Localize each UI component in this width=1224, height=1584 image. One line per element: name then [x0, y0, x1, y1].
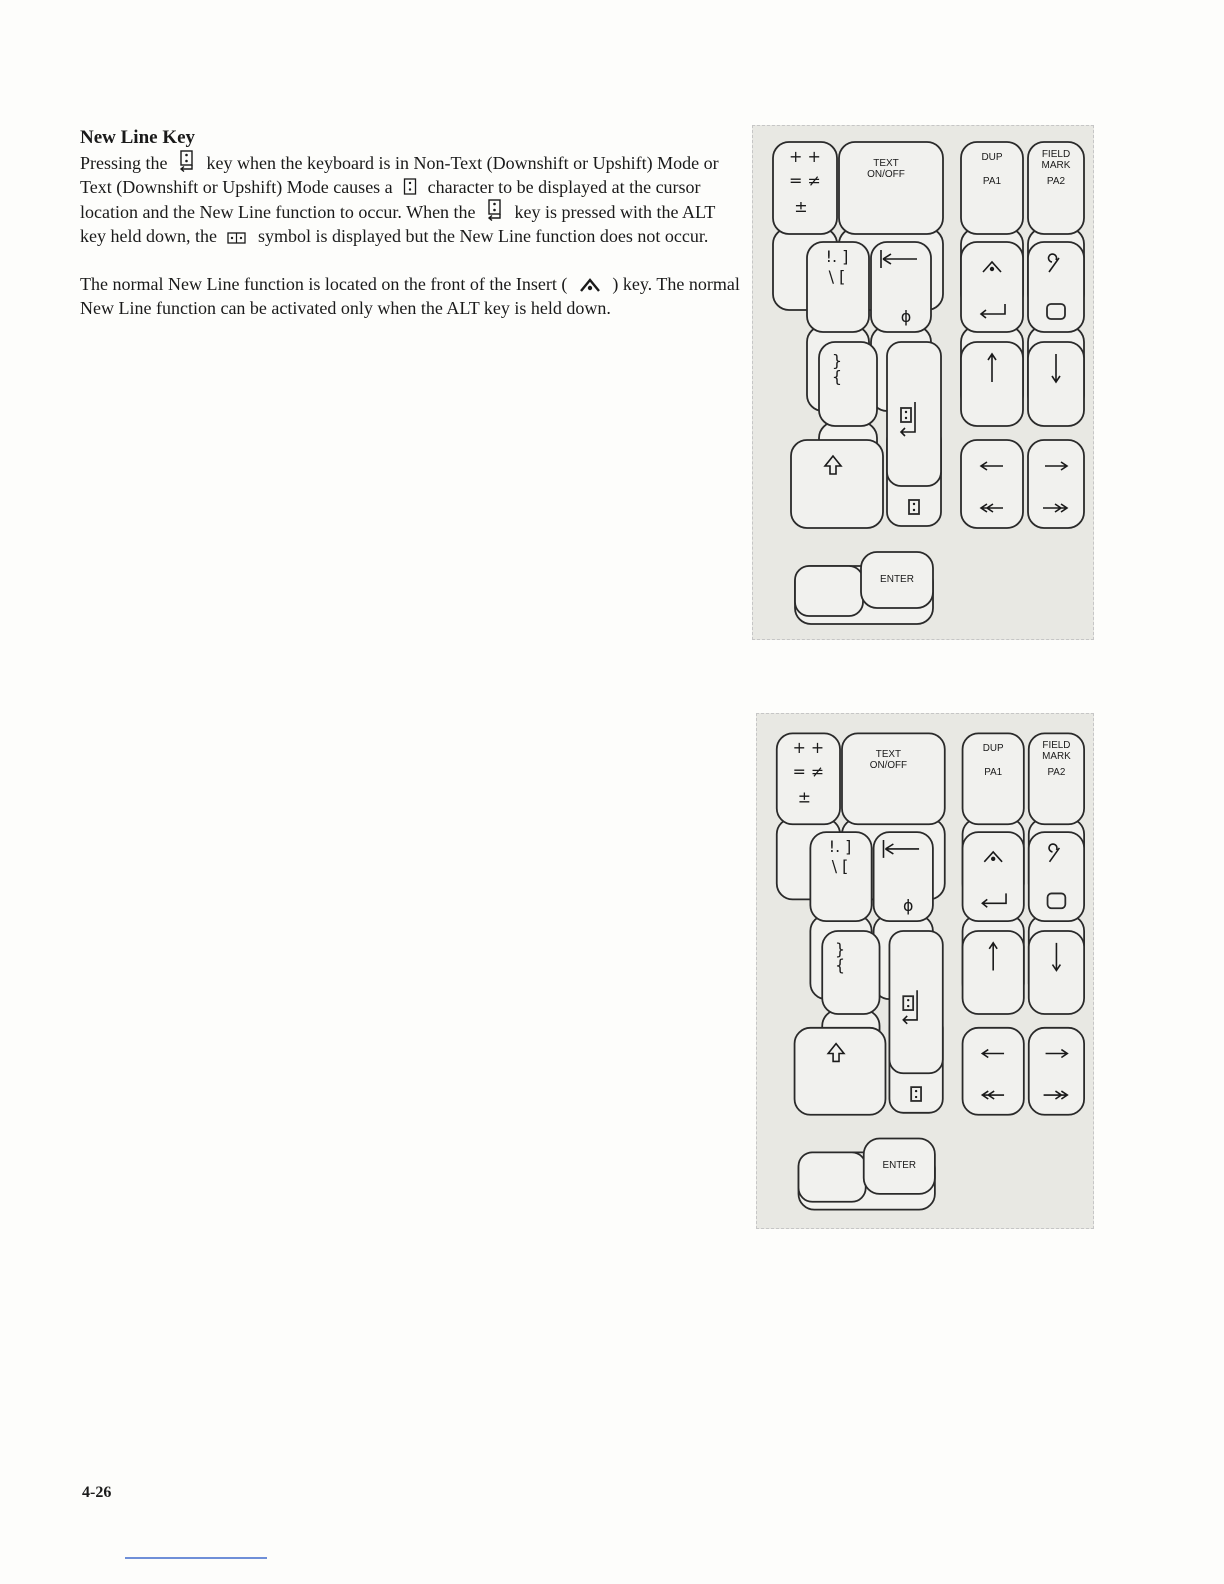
cursor-right-key — [1029, 1028, 1084, 1115]
new-line-key — [887, 342, 941, 526]
shift-key — [795, 1028, 886, 1115]
phi-label: ɸ — [900, 307, 912, 326]
reset-icon — [1048, 893, 1066, 908]
new-line-key-icon — [178, 150, 196, 172]
cursor-up-key — [961, 342, 1023, 426]
bracket-left-label: \ [ — [828, 267, 846, 286]
phi-label: ɸ — [902, 896, 914, 916]
alt-new-line-symbol-icon — [227, 231, 247, 245]
paragraph-insert-key — [80, 273, 740, 321]
cursor-down-key — [1029, 931, 1084, 1014]
pa1-label: PA1 — [982, 176, 1002, 187]
bracket-left-label: \ [ — [831, 856, 849, 876]
new-line-char-icon — [911, 1087, 921, 1101]
plus-label: + + — [789, 147, 821, 166]
text-run: symbol is displayed but the New Line function does not occur. — [257, 226, 709, 247]
cursor-left-key — [961, 440, 1023, 528]
cursor-right-key — [1028, 440, 1084, 528]
keypad-illustration — [752, 125, 1094, 640]
footer-rule — [125, 1557, 267, 1559]
field-label: FIELD — [1042, 740, 1071, 752]
page-number: 4-26 — [82, 1484, 112, 1501]
description-text — [80, 126, 740, 321]
on-off-label: ON/OFF — [867, 169, 905, 180]
plus-label: + + — [792, 738, 825, 758]
text-run: character to be displayed at the cursor location and the New Line function to occur. When the — [80, 176, 701, 223]
text-label: TEXT — [873, 158, 899, 169]
shift-key — [791, 440, 883, 528]
brace-right-label: } — [831, 351, 843, 370]
cursor-up-key — [963, 931, 1024, 1014]
not-equal-label: = ≠ — [789, 171, 821, 190]
pa2-label: PA2 — [1046, 176, 1066, 187]
text-label: TEXT — [875, 749, 902, 761]
mark-label: MARK — [1041, 160, 1071, 171]
enter-key — [799, 1139, 935, 1210]
mark-label: MARK — [1042, 751, 1071, 763]
field-label: FIELD — [1041, 149, 1071, 160]
plus-minus-label: ± — [794, 197, 808, 216]
new-line-char-icon — [909, 500, 919, 514]
new-line-key — [889, 931, 942, 1113]
text-run: key when the keyboard is in Non-Text (Downshift or Upshift) Mode or Text (Downshift or Upshift) Mode causes a — [80, 152, 719, 197]
text-run: Pressing the — [80, 152, 168, 173]
new-line-key-icon — [486, 199, 504, 221]
text-run: ) key. The normal New Line function can be activated only when the ALT key is held down. — [80, 273, 740, 318]
text-run: key is pressed with the ALT key held down, the — [80, 202, 716, 247]
new-line-character-icon — [403, 178, 417, 196]
keypad-drawing-2 — [757, 714, 1093, 1228]
not-equal-label: = ≠ — [792, 761, 825, 781]
cursor-left-key — [963, 1028, 1024, 1115]
dup-label: DUP — [982, 743, 1004, 755]
enter-label: ENTER — [880, 574, 914, 585]
bracket-right-label: !. ] — [825, 247, 849, 266]
dup-label: DUP — [981, 152, 1003, 163]
on-off-label: ON/OFF — [869, 759, 908, 771]
pa2-label: PA2 — [1047, 766, 1066, 778]
section-heading: New Line Key — [80, 127, 196, 148]
pa1-label: PA1 — [984, 766, 1003, 778]
enter-key — [795, 552, 933, 624]
keypad-illustration-2 — [756, 713, 1094, 1229]
bracket-right-label: !. ] — [828, 836, 852, 856]
reset-icon — [1047, 304, 1065, 319]
enter-label: ENTER — [882, 1160, 917, 1172]
plus-minus-label: ± — [797, 787, 812, 807]
cursor-down-key — [1028, 342, 1084, 426]
text-run: The normal New Line function is located on the front of the Insert ( — [80, 273, 568, 294]
brace-left-label: { — [834, 955, 846, 975]
brace-right-label: } — [834, 939, 846, 959]
keypad-drawing — [753, 126, 1093, 639]
brace-left-label: { — [831, 367, 843, 386]
insert-key-icon — [578, 277, 602, 293]
paragraph-new-line-behavior — [80, 150, 740, 249]
